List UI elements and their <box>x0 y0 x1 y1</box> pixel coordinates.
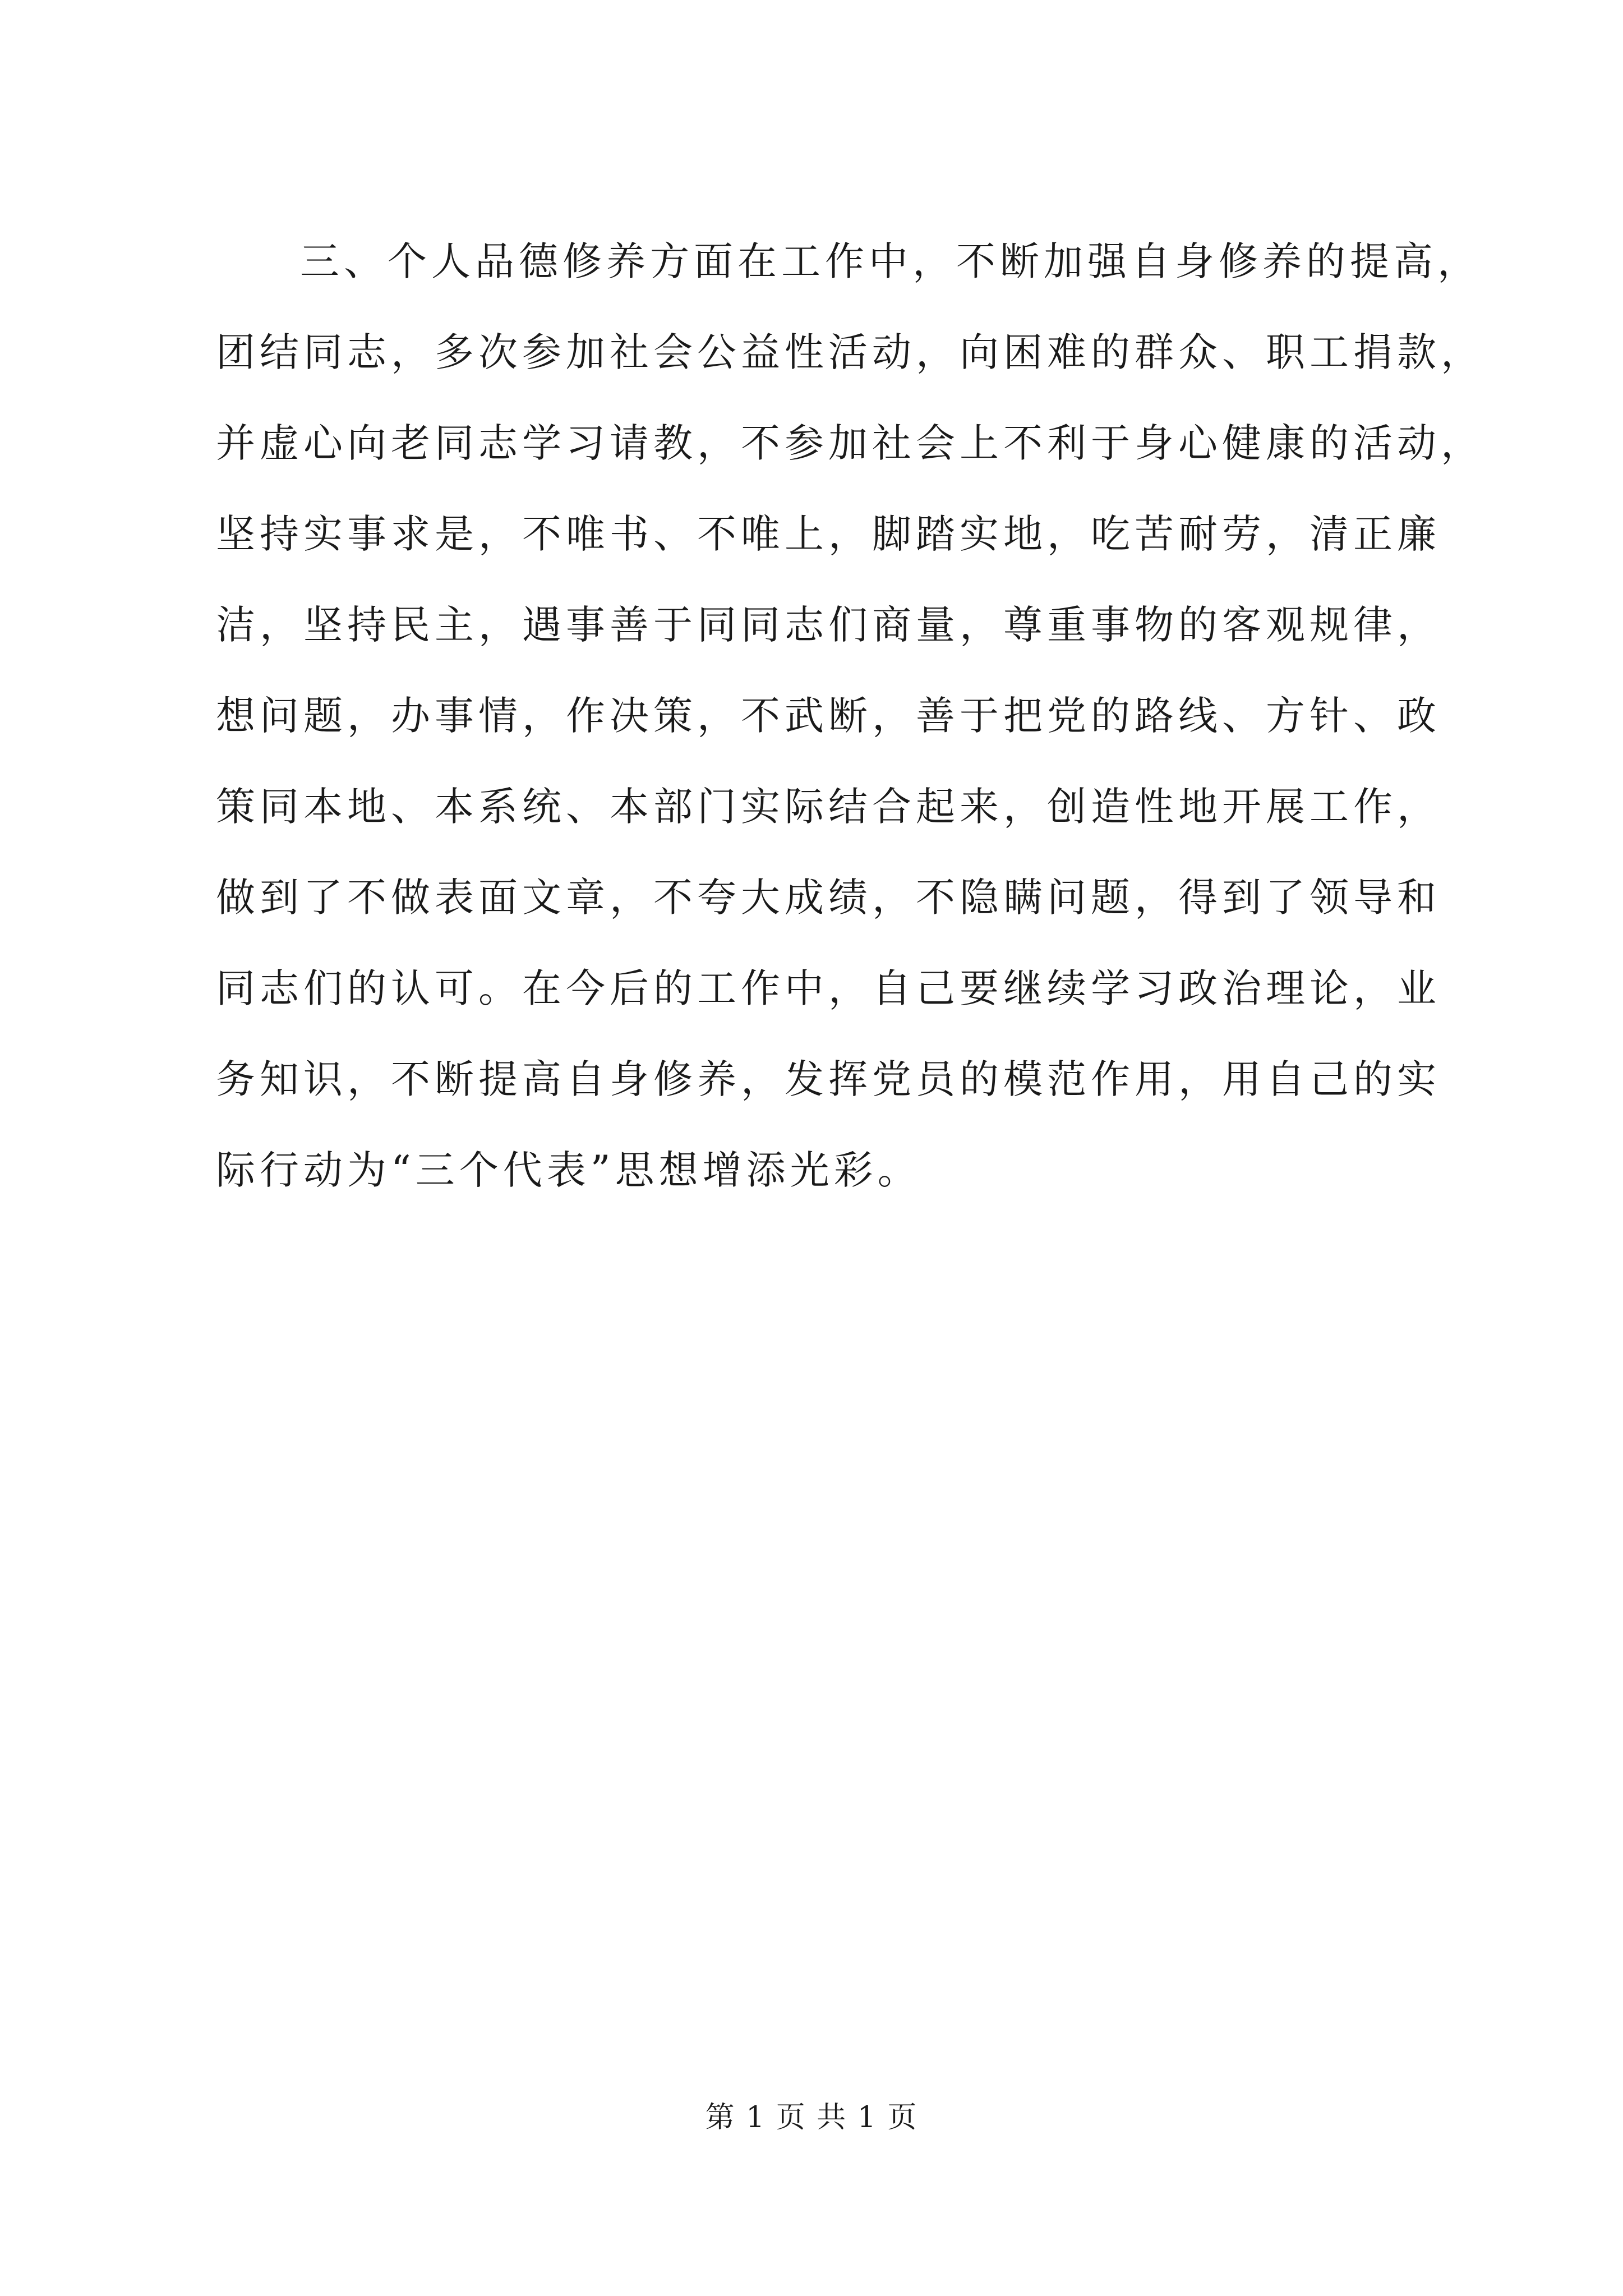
page-number-footer: 第 1 页 共 1 页 <box>705 2101 918 2134</box>
paragraph-line: 际行动为“三个代表”思想增添光彩。 <box>216 1147 921 1193</box>
paragraph-line: 做到了不做表面文章，不夸大成绩，不隐瞒问题，得到了领导和 <box>216 875 1441 921</box>
paragraph-line: 坚持实事求是，不唯书、不唯上，脚踏实地，吃苦耐劳，清正廉 <box>216 511 1441 557</box>
paragraph-line: 务知识，不断提高自身修养，发挥党员的模范作用，用自己的实 <box>216 1056 1441 1102</box>
paragraph-line: 策同本地、本系统、本部门实际结合起来，创造性地开展工作， <box>216 784 1441 830</box>
paragraph-line: 洁，坚持民主，遇事善于同同志们商量，尊重事物的客观规律， <box>216 602 1441 648</box>
paragraph-line: 同志们的认可。在今后的工作中，自己要继续学习政治理论，业 <box>216 965 1441 1011</box>
paragraph-line: 并虚心向老同志学习请教，不参加社会上不利于身心健康的活动， <box>216 420 1484 466</box>
paragraph-line: 团结同志，多次参加社会公益性活动，向困难的群众、职工捐款， <box>216 329 1484 375</box>
paragraph-line: 想问题，办事情，作决策，不武断，善于把党的路线、方针、政 <box>216 693 1441 739</box>
body-paragraph <box>216 216 1484 1216</box>
paragraph-line: 三、个人品德修养方面在工作中，不断加强自身修养的提高， <box>300 238 1481 284</box>
